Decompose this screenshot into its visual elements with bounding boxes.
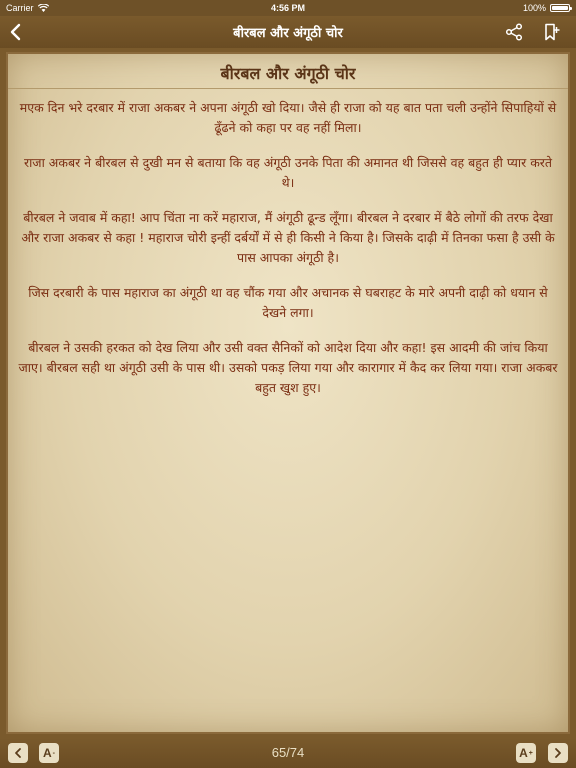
increase-font-button[interactable]: [516, 743, 536, 763]
status-bar: [0, 0, 576, 16]
status-time: 4:56 PM: [270, 3, 305, 13]
status-right: [523, 3, 570, 13]
story-paragraph: राजा अकबर ने बीरबल से दुखी मन से बताया कि वह अंगूठी उनके पिता की अमानत थी जिससे वह बहुत ही प्यार करते थे।: [23, 155, 553, 190]
font-increase-sup: +: [528, 749, 533, 757]
nav-title: बीरबल और अंगूठी चोर: [233, 26, 343, 41]
font-decrease-sup: -: [52, 749, 55, 757]
bookmark-icon: [541, 22, 561, 42]
story-body: [16, 98, 560, 413]
story-paragraph: जिस दरबारी के पास महाराज का अंगूठी था वह चौंक गया और अचानक से घबराहट के मारे अपनी दाढ़ी को धयान से देखने लगा।: [28, 285, 548, 320]
bookmark-button[interactable]: [541, 22, 561, 42]
story-page[interactable]: [6, 52, 570, 734]
chevron-right-icon: [552, 747, 564, 759]
story-title: बीरबल और अंगूठी चोर: [220, 64, 356, 83]
title-divider: [8, 88, 568, 89]
carrier-label: Carrier: [6, 3, 34, 13]
font-decrease-label: A: [42, 746, 52, 760]
next-story-button[interactable]: [548, 743, 568, 763]
page-counter: 65/74: [271, 745, 305, 760]
story-paragraph: मएक दिन भरे दरबार में राजा अकबर ने अपना अंगूठी खो दिया। जैसे ही राजा को यह बात पता चली उन्होंने सिपाहियों से ढूँढने को कहा पर वह नहीं मिला।: [19, 100, 557, 135]
navigation-bar: [0, 16, 576, 48]
battery-icon: [550, 4, 570, 12]
font-increase-label: A: [519, 746, 528, 760]
story-paragraph: बीरबल ने उसकी हरकत को देख लिया और उसी वक्त सैनिकों को आदेश दिया और कहा! इस आदमी की जांच किया जाए। बीरबल सही था अंगूठी उसी के पास थी। उसको पकड़ लिया गया और कारागार में कैद कर लिया गया। राजा अकबर बहुत खुश हुए।: [18, 340, 558, 395]
battery-percent: 100%: [522, 3, 546, 13]
bottom-toolbar: [0, 738, 576, 768]
share-button[interactable]: [504, 22, 524, 42]
story-paragraph: बीरबल ने जवाब में कहा! आप चिंता ना करें महाराज, मैं अंगूठी ढून्ड लूँगा। बीरबल ने दरबार में बैठे लोगों की तरफ देखा और राजा अकबर से कहा ! महाराज चोरी इन्हीं दर्बर्यों में से ही किसी ने किया है। जिसके दाढ़ी में तिनका फसा है उसी के पास आपका अंगूठी है।: [21, 210, 555, 265]
share-icon: [504, 22, 524, 42]
